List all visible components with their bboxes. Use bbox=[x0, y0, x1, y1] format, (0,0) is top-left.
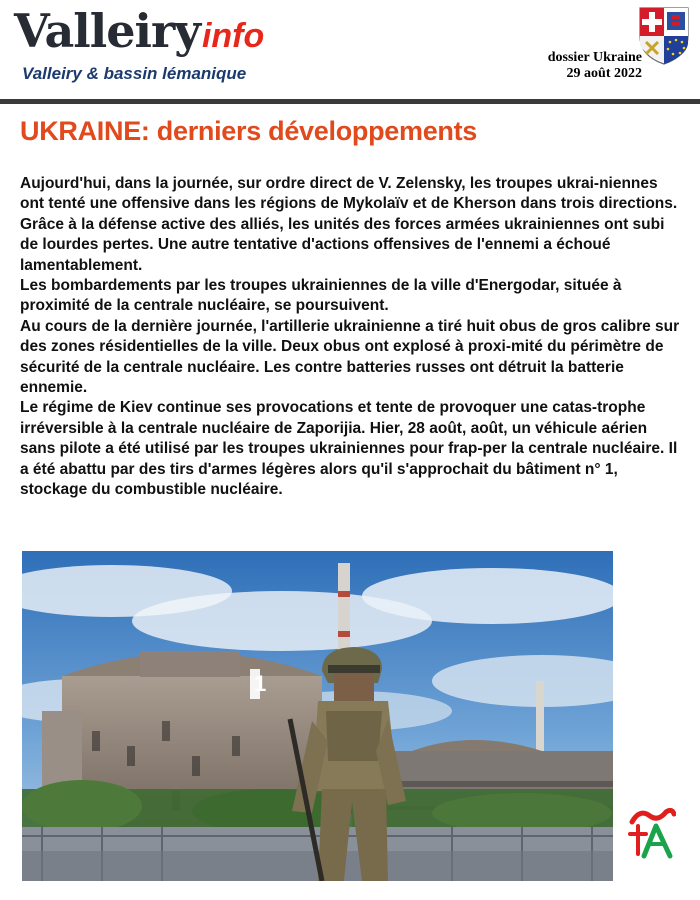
article-paragraph: Grâce à la défense active des alliés, les unités des forces armées ukrainiennes ont subi de lourdes pertes. Une autre tentative d'actions offensives de l'ennemi a échoué lamentablement. bbox=[20, 215, 665, 274]
issue-info bbox=[548, 50, 642, 82]
article-photo bbox=[22, 551, 613, 881]
brand-name: Valleiry bbox=[14, 4, 200, 58]
masthead bbox=[0, 0, 700, 100]
issue-date: 29 août 2022 bbox=[566, 66, 642, 81]
publisher-logo-icon bbox=[626, 804, 676, 860]
article-paragraph: Le régime de Kiev continue ses provocations et tente de provoquer une catas-trophe irréversible à la centrale nucléaire de Zaporijia. Hier, 28 août, août, un véhicule aérien sans pilote a été utilisé par les troupes ukrainiennes pour frap-per la centrale nucléaire. Il a été abattu par des tirs d'armes légères alors qu'il s'approchait du bâtiment n° 1, stockage du combustible nucléaire. bbox=[20, 399, 678, 499]
dossier-label: dossier Ukraine bbox=[547, 50, 642, 65]
article-paragraph: Les bombardements par les troupes ukrainiennes de la ville d'Energodar, située à proximité de la centrale nucléaire, se poursuivent. bbox=[20, 277, 622, 315]
header-divider bbox=[0, 99, 700, 104]
photo-building-number: 1 bbox=[254, 671, 267, 696]
coat-of-arms-icon bbox=[638, 6, 690, 66]
article-paragraph: Aujourd'hui, dans la journée, sur ordre direct de V. Zelensky, les troupes ukrai-niennes ont tenté une offensive dans les régions de Mykolaïv et de Kherson dans trois directions. bbox=[20, 175, 678, 213]
site-logo[interactable] bbox=[14, 4, 264, 58]
article-body bbox=[20, 174, 680, 501]
article-paragraph: Au cours de la dernière journée, l'artillerie ukrainienne a tiré huit obus de gros calibre sur des zones résidentielles de la ville. Deux obus ont explosé à proxi-mité du périmètre de sécurité de la centrale nucléaire. Les contre batteries russes ont détruit la batterie ennemie. bbox=[20, 317, 680, 397]
brand-info: info bbox=[201, 17, 265, 55]
site-tagline: Valleiry & bassin lémanique bbox=[22, 64, 247, 83]
article-title: UKRAINE: derniers développements bbox=[20, 116, 478, 146]
